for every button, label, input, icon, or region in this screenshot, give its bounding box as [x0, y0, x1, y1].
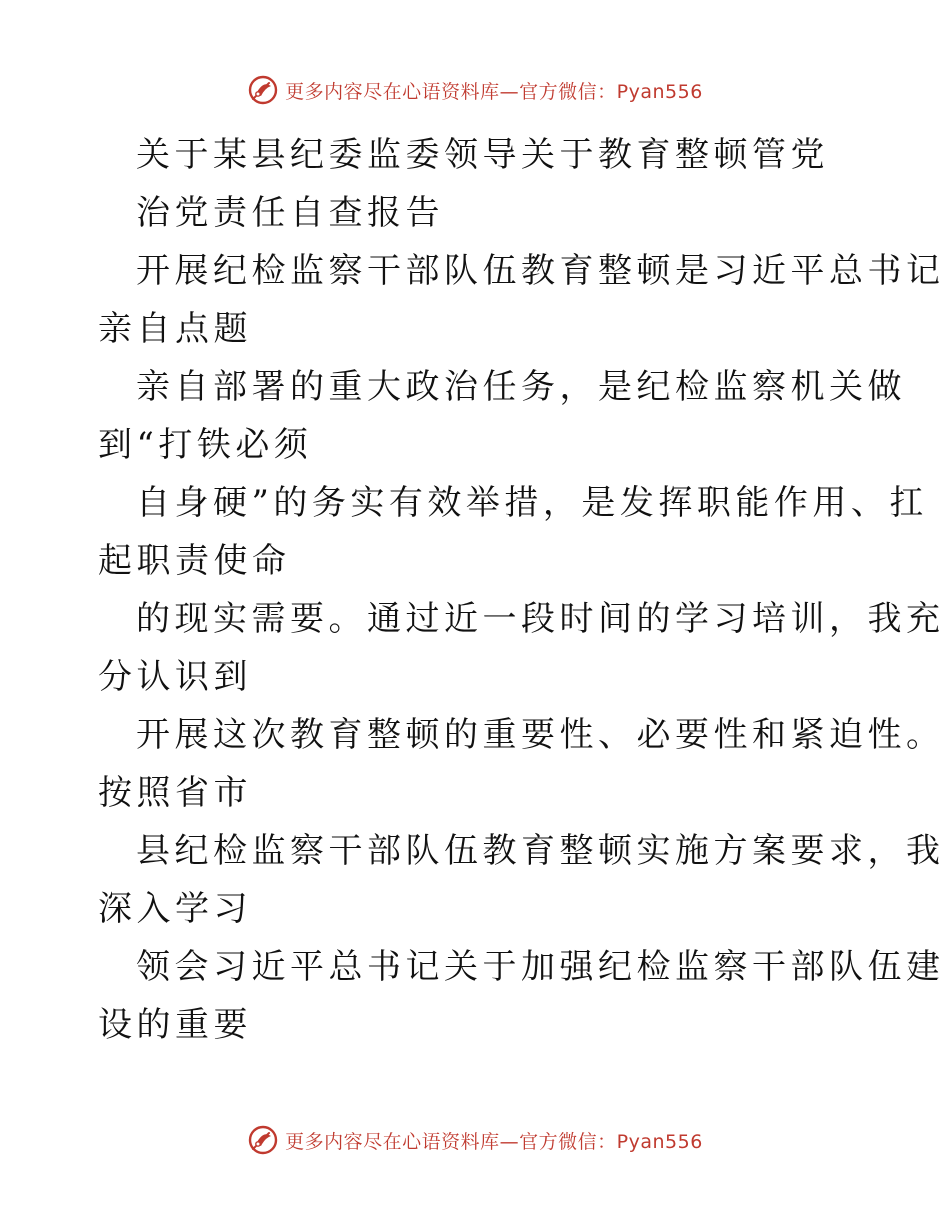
text-line: 到“打铁必须	[98, 425, 313, 465]
logo-icon	[247, 74, 279, 106]
document-body	[98, 126, 945, 1054]
text-line: 起职责使命	[98, 541, 291, 581]
text-line: 亲自点题	[98, 309, 252, 349]
footer-banner	[0, 1122, 950, 1158]
footer-banner-text: 更多内容尽在心语资料库—官方微信：Pyan556	[285, 1130, 703, 1153]
text-line: 的现实需要。通过近一段时间的学习培训，我充	[136, 599, 945, 639]
text-line: 设的重要	[98, 1005, 252, 1045]
text-line: 开展纪检监察干部队伍教育整顿是习近平总书记	[136, 251, 945, 291]
header-banner	[0, 72, 950, 108]
text-line: 自身硬”的务实有效举措，是发挥职能作用、扛	[136, 483, 928, 523]
text-line: 县纪检监察干部队伍教育整顿实施方案要求，我	[136, 831, 945, 871]
text-line: 开展这次教育整顿的重要性、必要性和紧迫性。	[136, 715, 945, 755]
text-line: 分认识到	[98, 657, 252, 697]
header-banner-text: 更多内容尽在心语资料库—官方微信：Pyan556	[285, 80, 703, 103]
text-line: 领会习近平总书记关于加强纪检监察干部队伍建	[136, 947, 945, 987]
text-line: 按照省市	[98, 773, 252, 813]
text-line: 治党责任自查报告	[136, 193, 444, 233]
text-line: 亲自部署的重大政治任务，是纪检监察机关做	[136, 367, 906, 407]
text-line: 深入学习	[98, 889, 252, 929]
logo-icon	[247, 1124, 279, 1156]
text-line: 关于某县纪委监委领导关于教育整顿管党	[136, 135, 829, 175]
